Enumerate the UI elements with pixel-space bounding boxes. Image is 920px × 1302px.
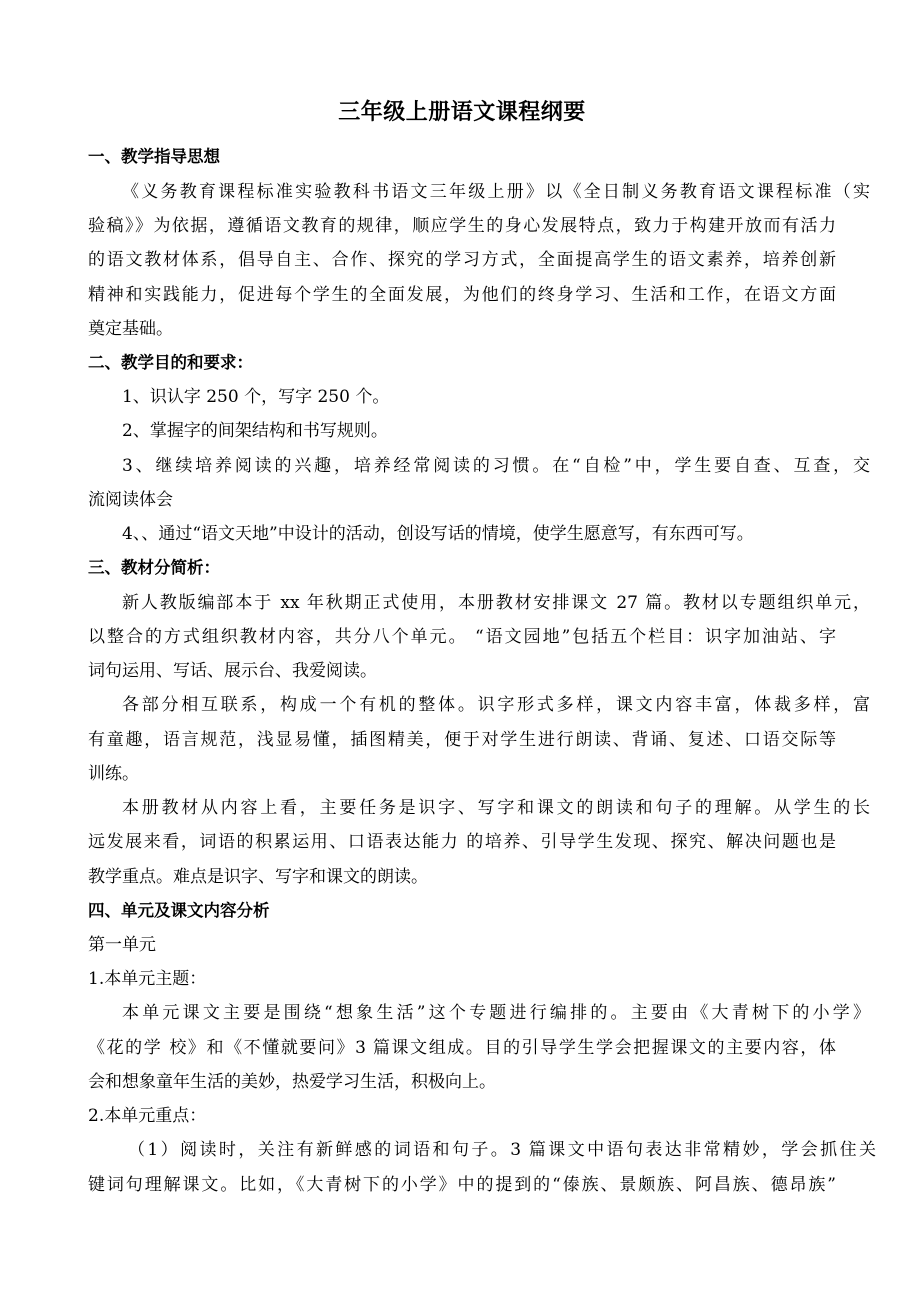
paragraph-line: 本册教材从内容上看，主要任务是识字、写字和课文的朗读和句子的理解。从学生的长 — [122, 798, 870, 818]
paragraph-line: 新人教版编部本于 xx 年秋期正式使用，本册教材安排课文 27 篇。教材以专题组织单元， — [122, 593, 870, 613]
section-heading-unit-analysis: 四、单元及课文内容分析 — [88, 901, 270, 920]
paragraph-line: 教学重点。难点是识字、写字和课文的朗读。 — [88, 867, 428, 887]
section-heading-goals: 二、教学目的和要求： — [88, 353, 253, 372]
paragraph-line: 会和想象童年生活的美妙，热爱学习生活，积极向上。 — [88, 1072, 496, 1092]
list-item-continuation: 流阅读体会 — [88, 490, 173, 510]
list-item: 4、、通过“语文天地”中设计的活动，创设写话的情境，使学生愿意写，有东西可写。 — [122, 524, 754, 544]
paragraph-line: 《花的学 校》和《不懂就要问》3 篇课文组成。目的引导学生学会把握课文的主要内容，体 — [88, 1038, 836, 1058]
unit-label: 第一单元 — [88, 935, 156, 955]
paragraph-line: 精神和实践能力，促进每个学生的全面发展，为他们的终身学习、生活和工作，在语文方面 — [88, 285, 836, 305]
paragraph-line: 词句运用、写话、展示台、我爱阅读。 — [88, 661, 377, 681]
paragraph-line: 《义务教育课程标准实验教科书语文三年级上册》以《全日制义务教育语文课程标准（实 — [122, 182, 870, 202]
paragraph-line: 本单元课文主要是围绕“想象生活”这个专题进行编排的。主要由《大青树下的小学》 — [122, 1003, 870, 1023]
document-title: 三年级上册语文课程纲要 — [338, 100, 586, 125]
unit-theme-label: 1.本单元主题： — [88, 969, 207, 989]
section-heading-materials: 三、教材分简析： — [88, 558, 220, 577]
paragraph-line: 的语文教材体系，倡导自主、合作、探究的学习方式，全面提高学生的语文素养，培养创新 — [88, 250, 836, 270]
paragraph-line: 各部分相互联系，构成一个有机的整体。识字形式多样，课文内容丰富，体裁多样，富 — [122, 695, 870, 715]
paragraph-line: 验稿》》为依据，遵循语文教育的规律，顺应学生的身心发展特点，致力于构建开放而有活力 — [88, 216, 836, 236]
paragraph-line: （1）阅读时，关注有新鲜感的词语和句子。3 篇课文中语句表达非常精妙，学会抓住关 — [128, 1140, 876, 1160]
paragraph-line: 远发展来看，词语的积累运用、口语表达能力 的培养、引导学生发现、探究、解决问题也是 — [88, 832, 836, 852]
paragraph-line: 有童趣，语言规范，浅显易懂，插图精美，便于对学生进行朗读、背诵、复述、口语交际等 — [88, 730, 836, 750]
unit-focus-label: 2.本单元重点： — [88, 1106, 207, 1126]
list-item: 2、掌握字的间架结构和书写规则。 — [122, 421, 388, 441]
paragraph-line: 以整合的方式组织教材内容，共分八个单元。 “语文园地”包括五个栏目：识字加油站、字 — [88, 627, 836, 647]
list-item: 1、识认字 250 个，写字 250 个。 — [122, 387, 390, 407]
paragraph-line: 奠定基础。 — [88, 319, 173, 339]
paragraph-line: 键词句理解课文。比如，《大青树下的小学》中的提到的“傣族、景颇族、阿昌族、德昂族” — [88, 1175, 836, 1195]
list-item: 3、继续培养阅读的兴趣，培养经常阅读的习惯。在“自检”中，学生要自查、互查，交 — [122, 456, 870, 476]
paragraph-line: 训练。 — [88, 764, 139, 784]
section-heading-guiding-thought: 一、教学指导思想 — [88, 147, 220, 166]
